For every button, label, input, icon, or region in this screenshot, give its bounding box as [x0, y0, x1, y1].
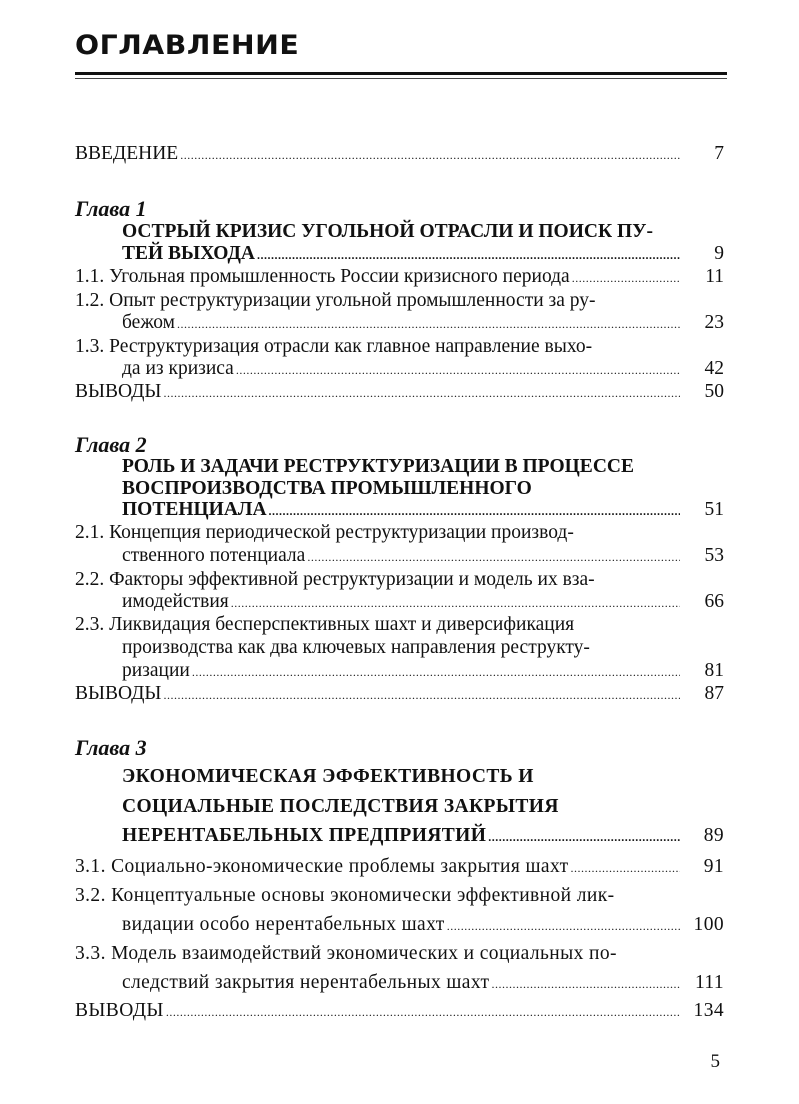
toc-page-number: 42 [704, 358, 724, 379]
dot-leader [180, 148, 680, 163]
toc-entry-section-1-2[interactable]: бежом ..... 23 [122, 312, 724, 338]
toc-page-number: 81 [704, 660, 724, 681]
toc-page-number: 100 [693, 914, 724, 935]
toc-entry-section-3-1[interactable]: 3.1. Социально-экономические проблемы закрытия шахт ..... 91 [75, 856, 724, 882]
toc-page-number: 50 [704, 381, 724, 402]
toc-entry-section-3-3-line[interactable]: 3.3. Модель взаимодействий экономических и социальных по- [75, 943, 617, 964]
toc-page-number: 9 [714, 243, 724, 264]
toc-entry-section-3-3[interactable]: следствий закрытия нерентабельных шахт ..... 111 [122, 972, 724, 998]
chapter-3-title-line: ЭКОНОМИЧЕСКАЯ ЭФФЕКТИВНОСТЬ И [122, 766, 534, 787]
toc-page-number: 87 [704, 683, 724, 704]
toc-entry-section-2-2[interactable]: имодействия ..... 66 [122, 591, 724, 617]
toc-entry-label: ВВЕДЕНИЕ [75, 143, 179, 164]
toc-entry-section-2-2-line[interactable]: 2.2. Факторы эффективной реструктуризации и модель их вза- [75, 569, 595, 590]
dot-leader [236, 363, 680, 378]
chapter-3-label: Глава 3 [75, 735, 147, 760]
toc-page-number: 51 [704, 499, 724, 520]
toc-entry-conclusions-2[interactable]: ВЫВОДЫ ..... 87 [75, 683, 724, 709]
page-number: 5 [710, 1051, 720, 1072]
toc-entry-section-3-2-line[interactable]: 3.2. Концептуальные основы экономически эффективной лик- [75, 885, 615, 906]
toc-entry-section-2-1-line[interactable]: 2.1. Концепция периодической реструктуризации производ- [75, 522, 574, 543]
dot-leader [177, 317, 680, 332]
toc-page-number: 91 [703, 856, 724, 877]
toc-entry-section-1-3-line[interactable]: 1.3. Реструктуризация отрасли как главное направление выхо- [75, 336, 593, 357]
toc-page-number: 134 [693, 1000, 724, 1021]
chapter-2-title-line: ВОСПРОИЗВОДСТВА ПРОМЫШЛЕННОГО [122, 478, 532, 499]
dot-leader [163, 386, 680, 401]
toc-page-number: 23 [704, 312, 724, 333]
dot-leader [257, 248, 680, 263]
dot-leader [447, 919, 680, 934]
chapter-2-title-line: РОЛЬ И ЗАДАЧИ РЕСТРУКТУРИЗАЦИИ В ПРОЦЕССЕ [122, 456, 634, 477]
chapter-2-label: Глава 2 [75, 432, 147, 457]
dot-leader [571, 861, 680, 876]
chapter-3-title-line: СОЦИАЛЬНЫЕ ПОСЛЕДСТВИЯ ЗАКРЫТИЯ [122, 796, 559, 817]
dot-leader [491, 977, 680, 992]
toc-entry-section-2-1[interactable]: ственного потенциала ..... 53 [122, 545, 724, 571]
toc-entry-section-2-3-line[interactable]: 2.3. Ликвидация бесперспективных шахт и диверсификация [75, 614, 575, 635]
toc-entry-conclusions-1[interactable]: ВЫВОДЫ ..... 50 [75, 381, 724, 407]
toc-entry-chapter-2[interactable]: ПОТЕНЦИАЛА ..... 51 [122, 499, 724, 525]
page-title: ОГЛАВЛЕНИЕ [75, 30, 300, 61]
dot-leader [231, 596, 680, 611]
toc-entry-intro[interactable] [75, 143, 724, 169]
toc-entry-conclusions-3[interactable]: ВЫВОДЫ ..... 134 [75, 1000, 724, 1026]
dot-leader [307, 550, 680, 565]
toc-page-number: 111 [694, 972, 724, 993]
dot-leader [572, 271, 680, 286]
toc-entry-chapter-3[interactable]: НЕРЕНТАБЕЛЬНЫХ ПРЕДПРИЯТИЙ ..... 89 [122, 825, 724, 851]
dot-leader [269, 504, 680, 519]
toc-page-number: 53 [704, 545, 724, 566]
toc-page-number: 66 [704, 591, 724, 612]
toc-entry-section-1-3[interactable]: да из кризиса ..... 42 [122, 358, 724, 384]
toc-entry-chapter-1[interactable]: ТЕЙ ВЫХОДА ..... 9 [122, 243, 724, 269]
toc-entry-section-3-2[interactable]: видации особо нерентабельных шахт ..... 100 [122, 914, 724, 940]
chapter-1-label: Глава 1 [75, 196, 147, 221]
title-rule-thin [75, 78, 727, 79]
chapter-1-title-line: ОСТРЫЙ КРИЗИС УГОЛЬНОЙ ОТРАСЛИ И ПОИСК ПУ- [122, 221, 653, 242]
toc-entry-section-2-3-line[interactable]: производства как два ключевых направления реструкту- [122, 637, 590, 658]
toc-page-number: 7 [714, 143, 724, 164]
toc-entry-section-2-3[interactable]: ризации ..... 81 [122, 660, 724, 686]
toc-page-number: 11 [705, 266, 724, 287]
toc-page-number: 89 [703, 825, 724, 846]
title-rule-thick [75, 72, 727, 75]
dot-leader [192, 665, 680, 680]
dot-leader [163, 688, 680, 703]
dot-leader [488, 830, 680, 845]
toc-entry-section-1-1[interactable]: 1.1. Угольная промышленность России кризисного периода ..... 11 [75, 266, 724, 292]
toc-entry-section-1-2-line[interactable]: 1.2. Опыт реструктуризации угольной промышленности за ру- [75, 290, 596, 311]
dot-leader [166, 1005, 680, 1020]
